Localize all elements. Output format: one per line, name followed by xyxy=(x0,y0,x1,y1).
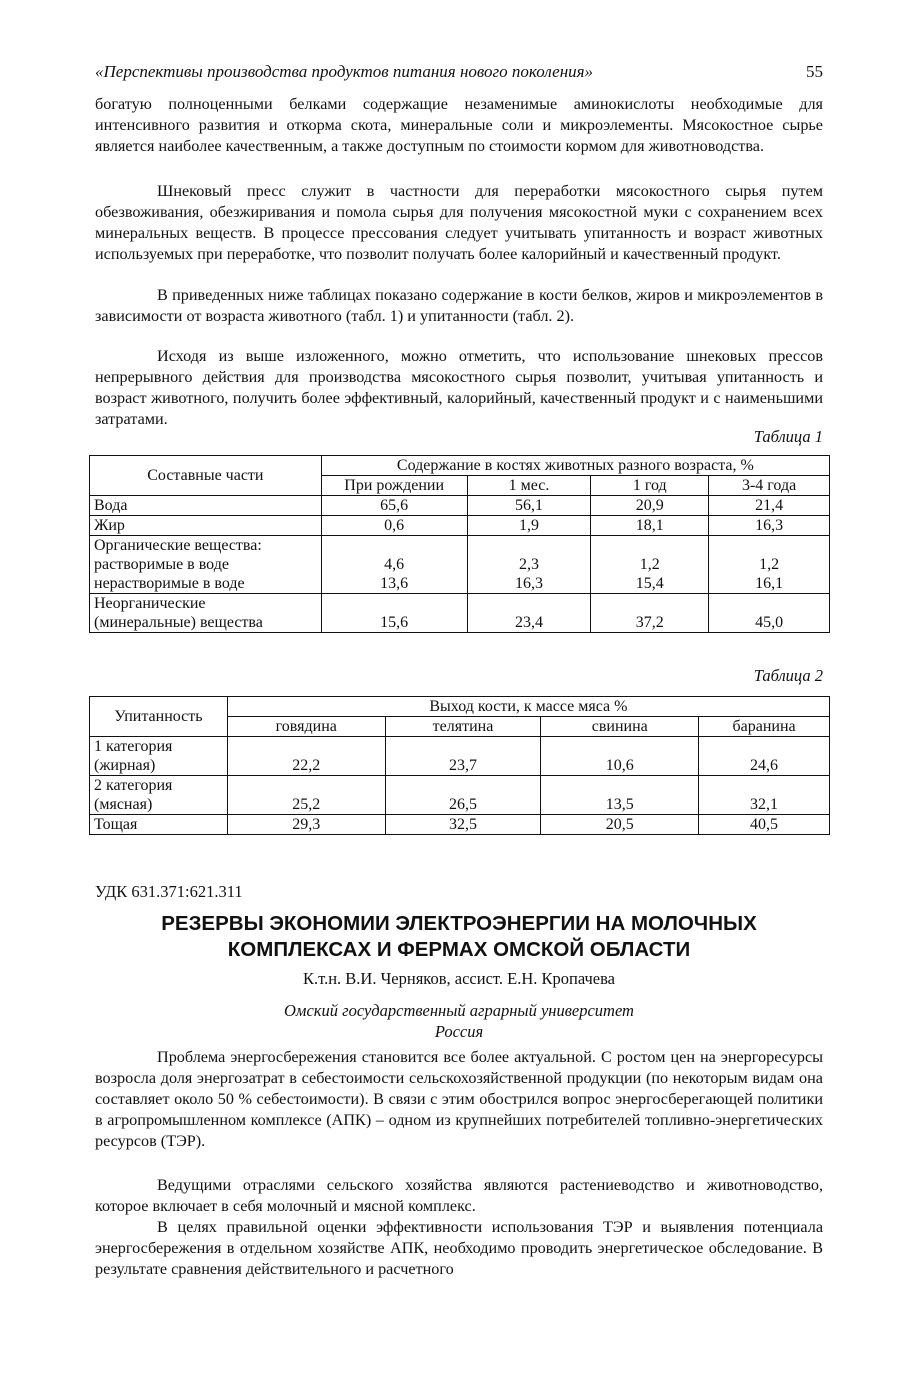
cell: 16,3 xyxy=(709,516,830,536)
cell xyxy=(321,536,467,594)
row-label: Жир xyxy=(90,516,322,536)
table2-caption: Таблица 2 xyxy=(753,666,823,685)
table-bone-yield xyxy=(89,696,830,835)
cell: 20,9 xyxy=(591,496,709,516)
cell: 45,0 xyxy=(709,594,830,633)
organic-soluble-label: растворимые в воде xyxy=(94,556,229,573)
affiliation-country: Россия xyxy=(434,1022,484,1041)
inorganic-label: Неорганические xyxy=(94,595,206,612)
table1-group-header: Содержание в костях животных разного возраста, % xyxy=(321,456,829,476)
cell: 13,5 xyxy=(541,776,699,815)
row-label-line: (жирная) xyxy=(94,757,156,774)
cell-value: 15,4 xyxy=(635,575,664,592)
table2-meat-header: телятина xyxy=(385,717,541,737)
article-affiliation xyxy=(95,1000,823,1042)
cell xyxy=(467,536,591,594)
cell: 22,2 xyxy=(227,737,385,776)
cell-value: 16,1 xyxy=(755,575,784,592)
table2-col-header: Упитанность xyxy=(90,697,228,737)
cell: 20,5 xyxy=(541,815,699,835)
article-paragraph-3: В целях правильной оценки эффективности использования ТЭР и выявления потенциала энергосбережения в отдельном хозяйстве АПК, необходимо проводить энергетическое обследование. В результате сравнения действительного и расчетного xyxy=(95,1218,823,1278)
table1-age-header: 3-4 года xyxy=(709,476,830,496)
cell: 15,6 xyxy=(321,594,467,633)
table-row xyxy=(90,516,830,536)
cell: 32,1 xyxy=(699,776,830,815)
row-label-line: (мясная) xyxy=(94,796,153,813)
article-title-line: КОМПЛЕКСАХ И ФЕРМАХ ОМСКОЙ ОБЛАСТИ xyxy=(227,938,691,961)
article-authors: К.т.н. В.И. Черняков, ассист. Е.Н. Кропачева xyxy=(302,969,616,988)
table-row xyxy=(90,536,830,594)
table-row xyxy=(90,496,830,516)
table2-meat-header: баранина xyxy=(699,717,830,737)
cell-value: 16,3 xyxy=(514,575,543,592)
cell: 56,1 xyxy=(467,496,591,516)
table-row xyxy=(90,594,830,633)
cell: 10,6 xyxy=(541,737,699,776)
organic-insoluble-label: нерастворимые в воде xyxy=(94,575,245,592)
article-paragraph-1: Проблема энергосбережения становится все более актуальной. С ростом цен на энергоресурсы возросла доля энергозатрат в себестоимости сельскохозяйственной продукции (по некоторым видам она составляет около 50 % себестоимости). В связи с этим обострился вопрос энергосберегающей политики в агропромышленном комплексе (АПК) – одном из крупнейших потребителей топливно-энергетических ресурсов (ТЭР). xyxy=(95,1048,823,1150)
table1-caption: Таблица 1 xyxy=(753,427,823,446)
table2-group-header: Выход кости, к массе мяса % xyxy=(227,697,829,717)
cell: 24,6 xyxy=(699,737,830,776)
table1-age-header: При рождении xyxy=(321,476,467,496)
cell: 25,2 xyxy=(227,776,385,815)
cell xyxy=(709,536,830,594)
cell: 23,7 xyxy=(385,737,541,776)
article-paragraph-2: Ведущими отраслями сельского хозяйства являются растениеводство и животноводство, которое включает в себя молочный и мясной комплекс. xyxy=(95,1176,823,1215)
cell: 21,4 xyxy=(709,496,830,516)
table-row xyxy=(90,737,830,776)
row-label: Вода xyxy=(90,496,322,516)
cell: 1,9 xyxy=(467,516,591,536)
article-title xyxy=(95,911,823,963)
table-row xyxy=(90,815,830,835)
table1-age-header: 1 год xyxy=(591,476,709,496)
cell-value: 2,3 xyxy=(518,556,539,573)
row-label-line: 1 категория xyxy=(94,738,173,755)
row-label xyxy=(90,776,228,815)
row-label xyxy=(90,594,322,633)
cell: 18,1 xyxy=(591,516,709,536)
row-label-line: 2 категория xyxy=(94,777,173,794)
affiliation-name: Омский государственный аграрный университет xyxy=(284,1001,634,1020)
inorganic-label: (минеральные) вещества xyxy=(94,614,263,631)
article-title-line: РЕЗЕРВЫ ЭКОНОМИИ ЭЛЕКТРОЭНЕРГИИ НА МОЛОЧНЫХ xyxy=(161,912,757,935)
paragraph-4: Исходя из выше изложенного, можно отметить, что использование шнековых прессов непрерывного действия для производства мясокостного сырья позволит, учитывая упитанность и возраст животного, получить более эффективный, калорийный, качественный продукт и с наименьшими затратами. xyxy=(95,347,823,428)
paragraph-1: богатую полноценными белками содержащие незаменимые аминокислоты необходимые для интенсивного развития и откорма скота, минеральные соли и микроэлементы. Мясокостное сырье является наиболее качественным, а также доступным по стоимости кормом для животноводства. xyxy=(95,95,823,155)
page-number: 55 xyxy=(806,62,823,81)
table-row xyxy=(90,776,830,815)
cell: 29,3 xyxy=(227,815,385,835)
table2-meat-header: свинина xyxy=(541,717,699,737)
cell: 0,6 xyxy=(321,516,467,536)
running-title: «Перспективы производства продуктов питания нового поколения» xyxy=(95,62,594,81)
table1-col-header: Составные части xyxy=(90,456,322,496)
cell xyxy=(591,536,709,594)
udc-code: УДК 631.371:621.311 xyxy=(95,882,243,901)
cell: 40,5 xyxy=(699,815,830,835)
organic-heading: Органические вещества: xyxy=(94,537,262,554)
paragraph-2: Шнековый пресс служит в частности для переработки мясокостного сырья путем обезвоживания, обезжиривания и помола сырья для получения мясокостной муки с сохранением всех минеральных веществ. В процессе прессования следует учитывать упитанность и возраст животных используемых при переработке, что позволит получать более калорийный и качественный продукт. xyxy=(95,182,823,263)
cell-value: 1,2 xyxy=(639,556,660,573)
cell: 65,6 xyxy=(321,496,467,516)
cell: 26,5 xyxy=(385,776,541,815)
cell-value: 13,6 xyxy=(380,575,409,592)
cell-value: 1,2 xyxy=(759,556,780,573)
table1-age-header: 1 мес. xyxy=(467,476,591,496)
row-label xyxy=(90,737,228,776)
row-label: Тощая xyxy=(90,815,228,835)
row-label xyxy=(90,536,322,594)
cell: 23,4 xyxy=(467,594,591,633)
table2-meat-header: говядина xyxy=(227,717,385,737)
cell: 32,5 xyxy=(385,815,541,835)
cell-value: 4,6 xyxy=(384,556,405,573)
running-header xyxy=(95,62,823,82)
paragraph-3: В приведенных ниже таблицах показано содержание в кости белков, жиров и микроэлементов в зависимости от возраста животного (табл. 1) и упитанности (табл. 2). xyxy=(95,286,823,325)
cell: 37,2 xyxy=(591,594,709,633)
table-bone-composition xyxy=(89,455,830,633)
